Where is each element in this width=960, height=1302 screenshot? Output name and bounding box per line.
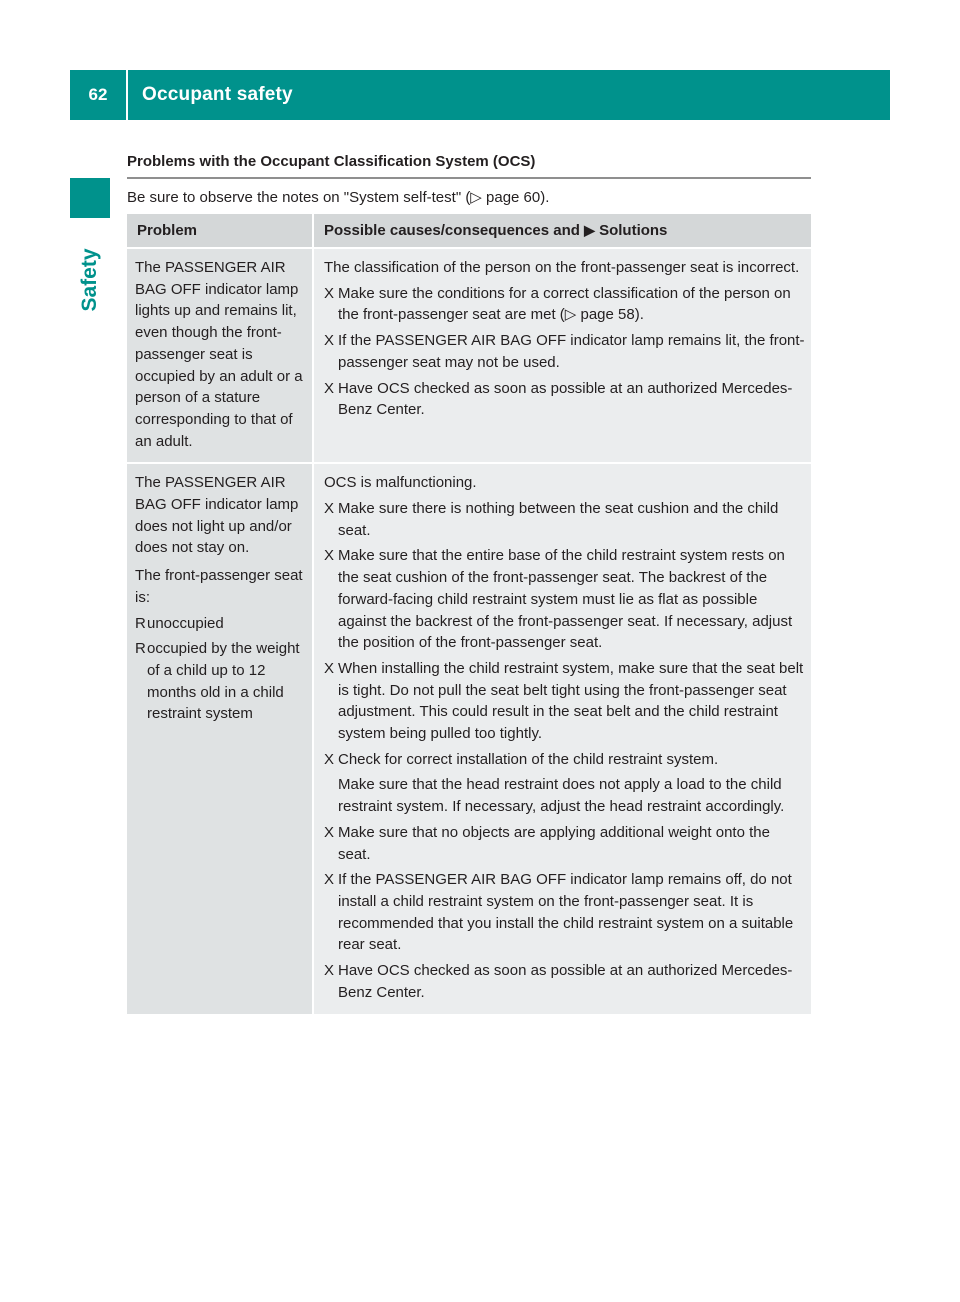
- side-tab-marker: [70, 178, 110, 218]
- solution-step: [324, 545, 805, 654]
- solution-step: [324, 960, 805, 1003]
- solution-cell: [314, 249, 811, 462]
- table-header: [127, 214, 811, 247]
- step-text: Make sure that the entire base of the child restraint system rests on the seat cushion of the front-passenger seat. The backrest of the forward-facing child restraint system must lie as flat as possible against the backrest of the front-passenger seat. If necessary, adjust the position of the front-passenger seat.: [338, 547, 793, 652]
- step-text: Make sure the conditions for a correct classification of the person on the front-passenger seat are met (▷ page 58).: [338, 284, 791, 324]
- solution-step: [324, 822, 805, 865]
- list-item-text: unoccupied: [147, 614, 224, 632]
- step-note: Make sure that the head restraint does not apply a load to the child restraint system. If necessary, adjust the head restraint accordingly.: [338, 776, 785, 816]
- step-text: Make sure that no objects are applying additional weight onto the seat.: [338, 823, 770, 863]
- step-arrow-icon: X: [324, 962, 335, 980]
- solution-step: [324, 283, 805, 326]
- list-item: [135, 638, 306, 725]
- section-divider: [127, 177, 811, 179]
- intro-text: Be sure to observe the notes on "System self-test" (▷ page 60).: [127, 189, 550, 206]
- step-arrow-icon: X: [324, 284, 335, 302]
- step-arrow-icon: X: [324, 332, 335, 350]
- page-header: [70, 70, 890, 120]
- step-arrow-icon: X: [324, 823, 335, 841]
- section-title: Problems with the Occupant Classification System (OCS): [127, 153, 536, 170]
- problem-text-2: The front-passenger seat is:: [135, 567, 303, 606]
- column-header-problem: Problem: [127, 214, 312, 247]
- bullet-icon: R: [135, 640, 146, 658]
- problems-table: [127, 214, 811, 1016]
- step-arrow-icon: X: [324, 500, 335, 518]
- page-number: 62: [88, 85, 108, 104]
- problem-cell: [127, 464, 312, 1013]
- table-row: [127, 464, 811, 1013]
- column-header-solutions-suffix: Solutions: [594, 222, 668, 239]
- step-arrow-icon: X: [324, 871, 335, 889]
- step-text: Check for correct installation of the child restraint system.: [338, 750, 719, 768]
- cause-text: The classification of the person on the front-passenger seat is incorrect.: [324, 259, 800, 276]
- solution-cell: [314, 464, 811, 1013]
- side-section-label: [70, 230, 110, 330]
- header-divider: [126, 70, 128, 120]
- step-text: When installing the child restraint system, make sure that the seat belt is tight. Do not pull the seat belt tight using the front-passenger seat adjustment. This could result in the seat belt and the child restraint system being pulled too tightly.: [338, 659, 804, 743]
- step-arrow-icon: X: [324, 547, 335, 565]
- column-header-solutions: [314, 214, 811, 247]
- problem-cell: [127, 249, 312, 462]
- column-header-solutions-label: Possible causes/consequences and: [324, 222, 585, 239]
- problem-text: The PASSENGER AIR BAG OFF indicator lamp lights up and remains lit, even though the front-passenger seat is occupied by an adult or a person of a stature corresponding to that of an adult.: [135, 259, 303, 450]
- step-arrow-icon: X: [324, 379, 335, 397]
- step-text: Have OCS checked as soon as possible at an authorized Mercedes-Benz Center.: [338, 379, 793, 419]
- step-text: Make sure there is nothing between the seat cushion and the child seat.: [338, 500, 779, 539]
- table-row: [127, 249, 811, 462]
- chapter-title: Occupant safety: [142, 84, 293, 105]
- solution-step: [324, 658, 805, 745]
- step-text: Have OCS checked as soon as possible at an authorized Mercedes-Benz Center.: [338, 962, 793, 1001]
- solution-step: [324, 378, 805, 421]
- solution-step: [324, 330, 805, 373]
- list-item: [135, 613, 306, 635]
- solution-step: [324, 749, 805, 771]
- problem-text: The PASSENGER AIR BAG OFF indicator lamp does not light up and/or does not stay on.: [135, 474, 299, 557]
- solution-step: [324, 869, 805, 956]
- step-arrow-icon: X: [324, 659, 335, 677]
- list-item-text: occupied by the weight of a child up to 12 months old in a child restraint system: [147, 640, 300, 723]
- step-text: If the PASSENGER AIR BAG OFF indicator lamp remains off, do not install a child restraint system on the front-passenger seat. It is recommended that you install the child restraint system on a suitable rear seat.: [338, 871, 794, 954]
- bullet-icon: R: [135, 614, 146, 632]
- side-section-label-text: Safety: [78, 248, 101, 312]
- step-text: If the PASSENGER AIR BAG OFF indicator lamp remains lit, the front-passenger seat may not be used.: [338, 332, 805, 371]
- cause-text: OCS is malfunctioning.: [324, 474, 477, 492]
- play-arrow-icon: ▶: [584, 222, 595, 238]
- step-arrow-icon: X: [324, 750, 335, 768]
- solution-step: [324, 498, 805, 541]
